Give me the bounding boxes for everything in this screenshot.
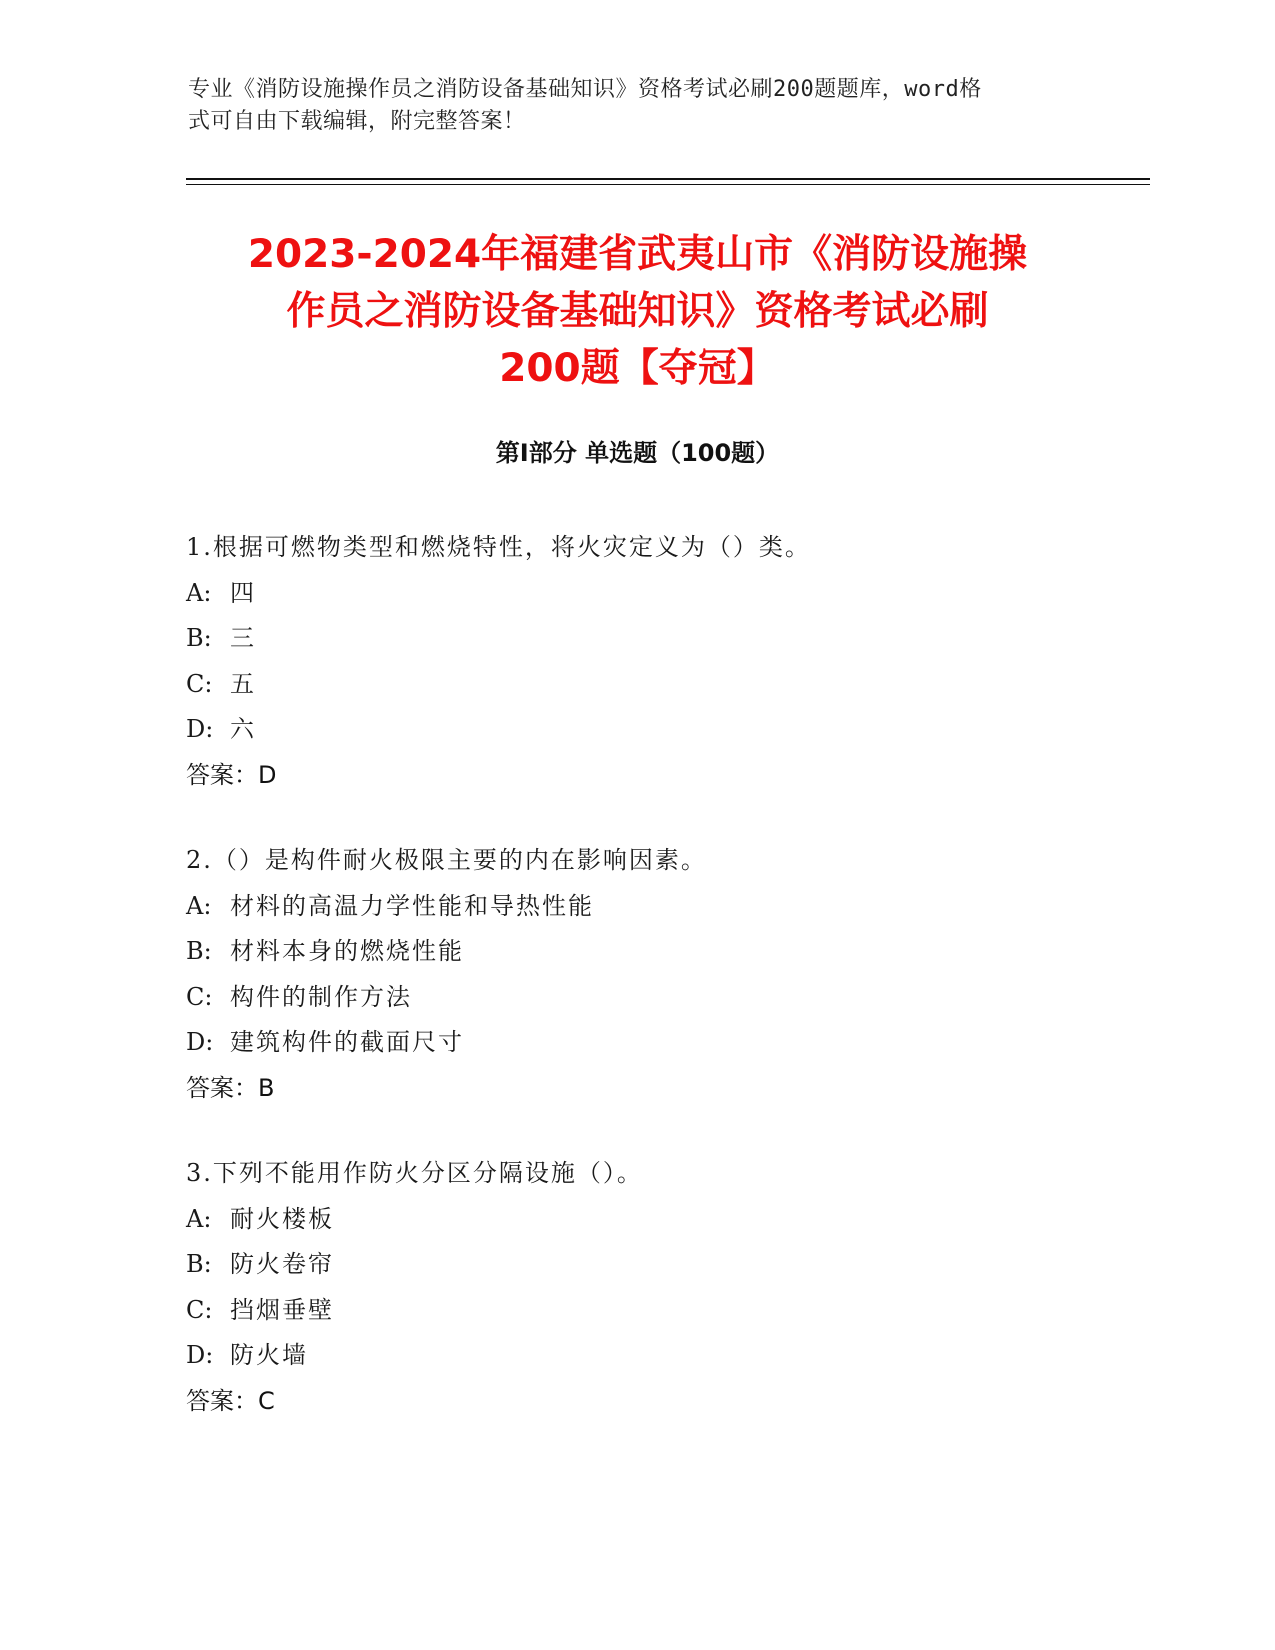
option-b [186,1242,1136,1288]
option-key: D: [186,1028,214,1056]
header-note [188,74,1068,138]
option-b [186,929,1136,975]
option-d [186,1020,1136,1066]
question-stem: 3.下列不能用作防火分区分隔设施（）。 [186,1159,643,1187]
document-title-line-2: 作员之消防设备基础知识》资格考试必刷 [286,289,989,334]
answer-line: 答案：C [186,1386,275,1415]
header-divider-thin [186,184,1150,185]
option-key: C: [186,982,213,1011]
section-heading: 第Ⅰ部分 单选题（100题） [495,439,780,467]
option-d [186,707,1136,753]
question-stem: 2.（）是构件耐火极限主要的内在影响因素。 [186,846,707,874]
answer-line: 答案：B [186,1073,275,1102]
option-key: B: [186,1250,212,1278]
option-text: 五 [230,669,256,698]
document-title-line-1: 2023-2024年福建省武夷山市《消防设施操 [247,232,1028,277]
document-title-line-3: 200题【夺冠】 [499,346,776,391]
option-key: D: [186,715,214,743]
question-list [186,525,1136,1464]
header-note-line-1: 专业《消防设施操作员之消防设备基础知识》资格考试必刷200题题库，word格 [188,77,982,102]
option-key: C: [186,669,213,698]
option-text: 挡烟垂壁 [230,1295,334,1324]
question-3 [186,1151,1136,1424]
option-key: A: [186,891,212,920]
option-text: 三 [230,624,256,652]
option-text: 耐火楼板 [230,1204,334,1233]
question-1 [186,525,1136,798]
header-note-line-2: 式可自由下载编辑，附完整答案！ [188,109,526,134]
option-text: 材料本身的燃烧性能 [230,937,464,965]
option-text: 四 [230,578,256,607]
option-key: A: [186,1204,212,1233]
option-text: 材料的高温力学性能和导热性能 [230,891,594,920]
option-text: 建筑构件的截面尺寸 [230,1028,464,1056]
option-a [186,1197,1136,1243]
answer-line: 答案：D [186,760,277,789]
document-title [150,226,1125,397]
option-d [186,1333,1136,1379]
option-text: 防火墙 [230,1341,308,1369]
option-key: A: [186,578,212,607]
option-a [186,884,1136,930]
option-text: 防火卷帘 [230,1250,334,1278]
question-stem: 1.根据可燃物类型和燃烧特性，将火灾定义为（）类。 [186,533,811,561]
option-c [186,662,1136,708]
option-key: B: [186,624,212,652]
question-2 [186,838,1136,1111]
option-key: D: [186,1341,214,1369]
option-text: 六 [230,715,256,743]
option-key: B: [186,937,212,965]
header-divider-thick [186,178,1150,180]
option-a [186,571,1136,617]
option-b [186,616,1136,662]
option-c [186,1288,1136,1334]
option-c [186,975,1136,1021]
option-text: 构件的制作方法 [230,982,412,1011]
option-key: C: [186,1295,213,1324]
